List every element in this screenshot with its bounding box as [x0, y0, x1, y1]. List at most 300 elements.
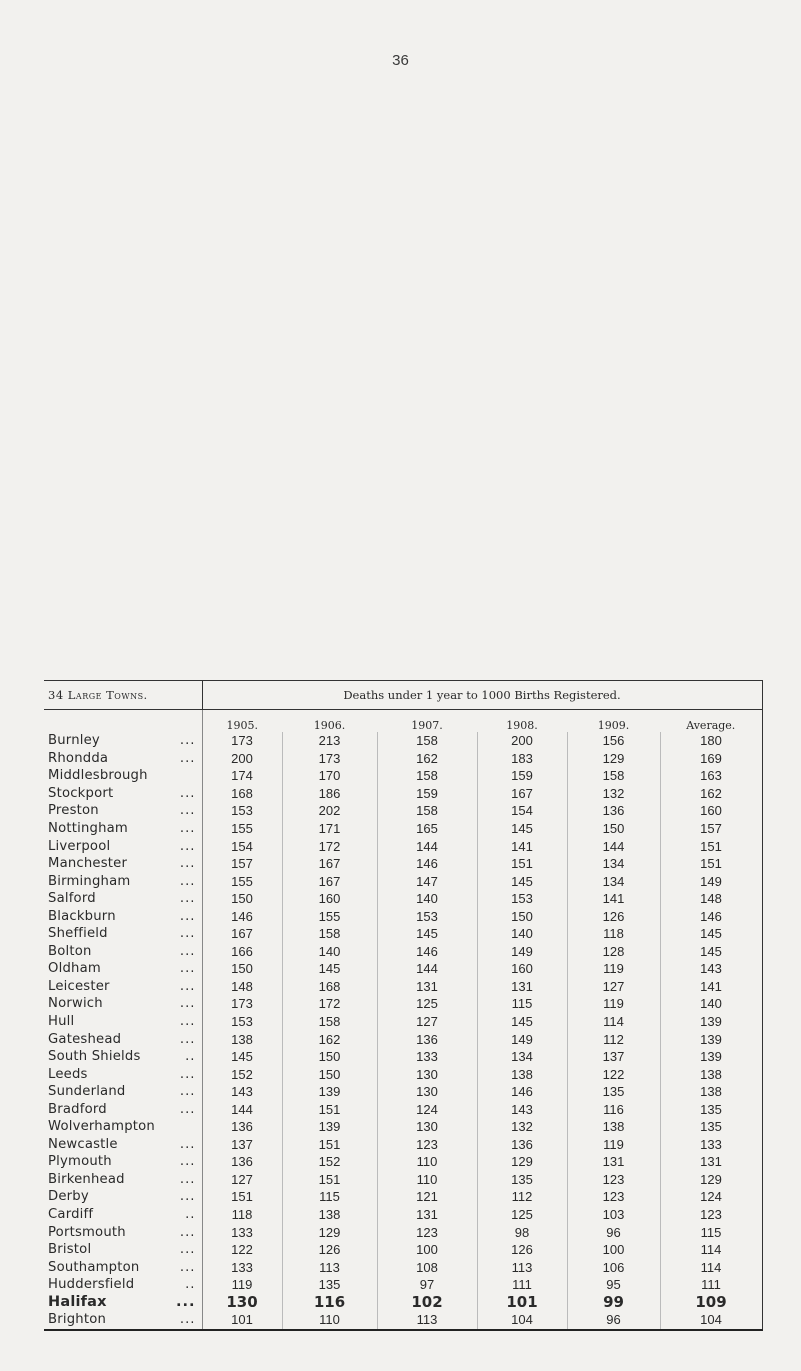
leader-dots: ...	[179, 1101, 196, 1117]
table-row	[44, 1171, 762, 1189]
town-cell	[44, 907, 202, 925]
rate-cell: 129	[477, 1153, 567, 1171]
rate-cell: 129	[567, 750, 660, 768]
rate-cell: 149	[477, 1030, 567, 1048]
year-header-blank	[44, 710, 202, 733]
average-cell: 145	[660, 925, 762, 943]
leader-dots: ...	[179, 1171, 196, 1187]
rate-cell: 150	[202, 890, 282, 908]
rate-cell: 159	[477, 767, 567, 785]
rate-cell: 136	[202, 1118, 282, 1136]
rate-cell: 134	[567, 855, 660, 873]
rate-cell: 148	[202, 978, 282, 996]
rate-cell: 114	[567, 1013, 660, 1031]
table-row	[44, 1118, 762, 1136]
rate-cell: 131	[567, 1153, 660, 1171]
average-cell: 146	[660, 907, 762, 925]
rate-cell: 138	[282, 1206, 377, 1224]
table-row	[44, 767, 762, 785]
rate-cell: 157	[202, 855, 282, 873]
table-row	[44, 1065, 762, 1083]
town-cell	[44, 1118, 202, 1136]
page-number: 36	[392, 52, 409, 69]
rate-cell: 122	[202, 1241, 282, 1259]
table-row	[44, 1136, 762, 1154]
rate-cell: 140	[377, 890, 477, 908]
town-name: Oldham	[48, 961, 101, 977]
rate-cell: 136	[567, 802, 660, 820]
town-cell	[44, 750, 202, 768]
town-name: Bolton	[48, 943, 92, 959]
table-row	[44, 1258, 762, 1276]
town-name: Liverpool	[48, 838, 111, 854]
rate-cell: 100	[377, 1241, 477, 1259]
leader-dots: ...	[179, 1136, 196, 1152]
average-cell: 139	[660, 1013, 762, 1031]
town-name: Leicester	[48, 978, 110, 994]
rate-cell: 133	[202, 1258, 282, 1276]
rate-cell: 116	[282, 1294, 377, 1312]
rate-cell: 115	[477, 995, 567, 1013]
average-cell: 169	[660, 750, 762, 768]
rate-cell: 167	[282, 855, 377, 873]
leader-dots: ...	[179, 1014, 196, 1030]
average-cell: 104	[660, 1311, 762, 1330]
average-cell: 129	[660, 1171, 762, 1189]
town-cell	[44, 995, 202, 1013]
rate-cell: 108	[377, 1258, 477, 1276]
rate-cell: 101	[477, 1294, 567, 1312]
table-row	[44, 995, 762, 1013]
table-row	[44, 802, 762, 820]
town-cell	[44, 802, 202, 820]
rate-cell: 131	[377, 1206, 477, 1224]
average-cell: 157	[660, 820, 762, 838]
town-name: Bristol	[48, 1242, 92, 1258]
table-row	[44, 1083, 762, 1101]
town-name: Sunderland	[48, 1084, 126, 1100]
rate-cell: 110	[377, 1171, 477, 1189]
table-row	[44, 1276, 762, 1294]
town-name: Salford	[48, 891, 96, 907]
rate-cell: 138	[477, 1065, 567, 1083]
table-header-row	[44, 681, 762, 710]
rate-cell: 153	[202, 1013, 282, 1031]
year-header-row	[44, 710, 762, 733]
table-row	[44, 1223, 762, 1241]
leader-dots: ...	[179, 1312, 196, 1328]
leader-dots: ..	[185, 1207, 196, 1223]
town-cell	[44, 1311, 202, 1330]
rate-cell: 173	[202, 995, 282, 1013]
rate-cell: 141	[477, 837, 567, 855]
rate-cell: 166	[202, 943, 282, 961]
rate-cell: 130	[377, 1118, 477, 1136]
rate-cell: 158	[377, 802, 477, 820]
leader-dots: ...	[179, 1242, 196, 1258]
rate-cell: 145	[377, 925, 477, 943]
rate-cell: 135	[282, 1276, 377, 1294]
rate-cell: 146	[202, 907, 282, 925]
deaths-column-header: Deaths under 1 year to 1000 Births Registered.	[202, 681, 762, 710]
rate-cell: 110	[377, 1153, 477, 1171]
rate-cell: 127	[202, 1171, 282, 1189]
leader-dots: ..	[185, 1049, 196, 1065]
rate-cell: 147	[377, 872, 477, 890]
rate-cell: 132	[477, 1118, 567, 1136]
rate-cell: 144	[377, 837, 477, 855]
town-cell	[44, 1206, 202, 1224]
town-cell	[44, 1153, 202, 1171]
leader-dots: ...	[179, 1084, 196, 1100]
rate-cell: 162	[377, 750, 477, 768]
year-header: 1908.	[506, 719, 538, 732]
rate-cell: 160	[477, 960, 567, 978]
average-cell: 114	[660, 1241, 762, 1259]
rate-cell: 135	[567, 1083, 660, 1101]
town-cell	[44, 960, 202, 978]
rate-cell: 150	[282, 1048, 377, 1066]
rate-cell: 153	[477, 890, 567, 908]
average-cell: 138	[660, 1065, 762, 1083]
rate-cell: 167	[477, 785, 567, 803]
leader-dots: ...	[179, 803, 196, 819]
rate-cell: 112	[567, 1030, 660, 1048]
rate-cell: 200	[477, 732, 567, 750]
average-cell: 148	[660, 890, 762, 908]
table-row	[44, 1100, 762, 1118]
rate-cell: 160	[282, 890, 377, 908]
rate-cell: 119	[567, 960, 660, 978]
rate-cell: 121	[377, 1188, 477, 1206]
rate-cell: 103	[567, 1206, 660, 1224]
town-name: Portsmouth	[48, 1224, 126, 1240]
rate-cell: 130	[377, 1083, 477, 1101]
town-name: South Shields	[48, 1049, 141, 1065]
rate-cell: 200	[202, 750, 282, 768]
town-name: Birkenhead	[48, 1171, 125, 1187]
rate-cell: 144	[202, 1100, 282, 1118]
rate-cell: 143	[477, 1100, 567, 1118]
rate-cell: 155	[282, 907, 377, 925]
rate-cell: 125	[477, 1206, 567, 1224]
rate-cell: 127	[377, 1013, 477, 1031]
average-cell: 180	[660, 732, 762, 750]
town-name: Blackburn	[48, 908, 116, 924]
rate-cell: 123	[567, 1188, 660, 1206]
table-row	[44, 750, 762, 768]
rate-cell: 127	[567, 978, 660, 996]
rate-cell: 104	[477, 1311, 567, 1330]
rate-cell: 134	[477, 1048, 567, 1066]
leader-dots: ...	[179, 838, 196, 854]
average-cell: 151	[660, 837, 762, 855]
town-name: Hull	[48, 1014, 75, 1030]
leader-dots: ...	[179, 856, 196, 872]
average-cell: 111	[660, 1276, 762, 1294]
town-name: Nottingham	[48, 821, 128, 836]
rate-cell: 139	[282, 1118, 377, 1136]
average-cell: 140	[660, 995, 762, 1013]
rate-cell: 128	[567, 943, 660, 961]
rate-cell: 126	[567, 907, 660, 925]
leader-dots: ...	[175, 1293, 196, 1310]
town-cell	[44, 1013, 202, 1031]
leader-dots: ...	[179, 996, 196, 1012]
rate-cell: 119	[202, 1276, 282, 1294]
leader-dots: ...	[179, 926, 196, 942]
town-name: Burnley	[48, 733, 100, 749]
town-name: Manchester	[48, 856, 128, 872]
rate-cell: 152	[202, 1065, 282, 1083]
rate-cell: 136	[202, 1153, 282, 1171]
rate-cell: 123	[567, 1171, 660, 1189]
leader-dots: ...	[179, 1259, 196, 1275]
rate-cell: 144	[567, 837, 660, 855]
town-cell	[44, 1030, 202, 1048]
rate-cell: 151	[282, 1171, 377, 1189]
rate-cell: 145	[477, 820, 567, 838]
leader-dots: ...	[179, 1189, 196, 1205]
town-name: Norwich	[48, 996, 103, 1012]
town-name: Stockport	[48, 785, 114, 801]
rate-cell: 141	[567, 890, 660, 908]
town-cell	[44, 1171, 202, 1189]
town-cell	[44, 837, 202, 855]
table-row	[44, 960, 762, 978]
rate-cell: 100	[567, 1241, 660, 1259]
leader-dots: ...	[179, 821, 196, 836]
town-cell	[44, 890, 202, 908]
town-name: Newcastle	[48, 1136, 118, 1152]
table-row	[44, 890, 762, 908]
table-row	[44, 1311, 762, 1330]
rate-cell: 140	[477, 925, 567, 943]
rate-cell: 165	[377, 820, 477, 838]
rate-cell: 130	[202, 1294, 282, 1312]
rate-cell: 171	[282, 820, 377, 838]
rate-cell: 172	[282, 995, 377, 1013]
rate-cell: 172	[282, 837, 377, 855]
rate-cell: 96	[567, 1311, 660, 1330]
rate-cell: 126	[282, 1241, 377, 1259]
rate-cell: 155	[202, 872, 282, 890]
leader-dots: ..	[185, 1277, 196, 1293]
rate-cell: 162	[282, 1030, 377, 1048]
rate-cell: 153	[202, 802, 282, 820]
rate-cell: 146	[377, 943, 477, 961]
town-name: Sheffield	[48, 926, 108, 942]
average-cell: 135	[660, 1100, 762, 1118]
table-row	[44, 1153, 762, 1171]
rate-cell: 129	[282, 1223, 377, 1241]
town-cell	[44, 1065, 202, 1083]
leader-dots: ...	[179, 908, 196, 924]
year-header: 1907.	[411, 719, 443, 732]
rate-cell: 151	[282, 1136, 377, 1154]
average-cell: 139	[660, 1030, 762, 1048]
town-cell	[44, 1083, 202, 1101]
rate-cell: 153	[377, 907, 477, 925]
rate-cell: 158	[377, 767, 477, 785]
leader-dots: ...	[179, 961, 196, 977]
rate-cell: 123	[377, 1136, 477, 1154]
town-name: Plymouth	[48, 1154, 112, 1170]
town-name: Middlesbrough	[48, 768, 148, 784]
rate-cell: 122	[567, 1065, 660, 1083]
town-cell	[44, 855, 202, 873]
town-cell	[44, 1048, 202, 1066]
rate-cell: 123	[377, 1223, 477, 1241]
rate-cell: 152	[282, 1153, 377, 1171]
leader-dots: ...	[179, 1224, 196, 1240]
rate-cell: 140	[282, 943, 377, 961]
rate-cell: 134	[567, 872, 660, 890]
leader-dots: ...	[179, 785, 196, 801]
rate-cell: 132	[567, 785, 660, 803]
rate-cell: 145	[282, 960, 377, 978]
rate-cell: 95	[567, 1276, 660, 1294]
average-cell: 123	[660, 1206, 762, 1224]
average-cell: 141	[660, 978, 762, 996]
town-cell	[44, 1294, 202, 1312]
rate-cell: 149	[477, 943, 567, 961]
rate-cell: 113	[282, 1258, 377, 1276]
rate-cell: 151	[282, 1100, 377, 1118]
table-row	[44, 943, 762, 961]
table-row	[44, 855, 762, 873]
table-row	[44, 907, 762, 925]
rate-cell: 124	[377, 1100, 477, 1118]
table-row	[44, 1241, 762, 1259]
average-cell: 139	[660, 1048, 762, 1066]
table-row	[44, 732, 762, 750]
town-cell	[44, 1258, 202, 1276]
town-cell	[44, 1100, 202, 1118]
rate-cell: 154	[202, 837, 282, 855]
rate-cell: 115	[282, 1188, 377, 1206]
town-cell	[44, 767, 202, 785]
rate-cell: 151	[202, 1188, 282, 1206]
leader-dots: ...	[179, 943, 196, 959]
rate-cell: 131	[377, 978, 477, 996]
town-name: Southampton	[48, 1259, 140, 1275]
rate-cell: 145	[477, 872, 567, 890]
average-cell: 114	[660, 1258, 762, 1276]
rate-cell: 113	[477, 1258, 567, 1276]
average-cell: 160	[660, 802, 762, 820]
average-cell: 138	[660, 1083, 762, 1101]
town-cell	[44, 732, 202, 750]
rate-cell: 145	[477, 1013, 567, 1031]
year-header: 1906.	[313, 719, 346, 732]
rate-cell: 173	[202, 732, 282, 750]
rate-cell: 101	[202, 1311, 282, 1330]
town-name: Birmingham	[48, 873, 131, 889]
town-name: Preston	[48, 803, 99, 819]
rate-cell: 133	[377, 1048, 477, 1066]
rate-cell: 168	[282, 978, 377, 996]
rate-cell: 150	[282, 1065, 377, 1083]
leader-dots: ...	[179, 1031, 196, 1047]
rate-cell: 139	[282, 1083, 377, 1101]
rate-cell: 102	[377, 1294, 477, 1312]
town-name: Gateshead	[48, 1031, 122, 1047]
table-row	[44, 872, 762, 890]
rate-cell: 167	[282, 872, 377, 890]
table-body	[44, 732, 762, 1330]
rate-cell: 202	[282, 802, 377, 820]
leader-dots: ...	[179, 873, 196, 889]
rate-cell: 144	[377, 960, 477, 978]
rate-cell: 186	[282, 785, 377, 803]
rate-cell: 173	[282, 750, 377, 768]
rate-cell: 136	[377, 1030, 477, 1048]
rate-cell: 168	[202, 785, 282, 803]
rate-cell: 125	[377, 995, 477, 1013]
leader-dots: ...	[179, 891, 196, 907]
table-row	[44, 1013, 762, 1031]
table-row	[44, 925, 762, 943]
average-cell: 133	[660, 1136, 762, 1154]
rate-cell: 145	[202, 1048, 282, 1066]
rate-cell: 156	[567, 732, 660, 750]
rate-cell: 119	[567, 1136, 660, 1154]
town-name: Rhondda	[48, 750, 109, 766]
rate-cell: 155	[202, 820, 282, 838]
rate-cell: 133	[202, 1223, 282, 1241]
average-cell: 143	[660, 960, 762, 978]
town-name: Halifax	[48, 1293, 107, 1310]
rate-cell: 113	[377, 1311, 477, 1330]
rate-cell: 126	[477, 1241, 567, 1259]
rate-cell: 158	[282, 925, 377, 943]
average-cell: 163	[660, 767, 762, 785]
table-row	[44, 837, 762, 855]
table-row	[44, 1030, 762, 1048]
rate-cell: 151	[477, 855, 567, 873]
table-row	[44, 820, 762, 838]
average-cell: 109	[660, 1294, 762, 1312]
table-row	[44, 978, 762, 996]
town-cell	[44, 785, 202, 803]
rate-cell: 174	[202, 767, 282, 785]
towns-column-header: 34 Large Towns.	[44, 681, 202, 710]
town-name: Leeds	[48, 1066, 88, 1082]
average-cell: 124	[660, 1188, 762, 1206]
rate-cell: 143	[202, 1083, 282, 1101]
town-name: Wolverhampton	[48, 1119, 155, 1135]
table-row	[44, 1206, 762, 1224]
leader-dots: ...	[179, 978, 196, 994]
year-header: 1909.	[597, 719, 630, 732]
rate-cell: 150	[567, 820, 660, 838]
town-cell	[44, 1188, 202, 1206]
leader-dots: ...	[179, 733, 196, 749]
rate-cell: 158	[567, 767, 660, 785]
rate-cell: 110	[282, 1311, 377, 1330]
town-cell	[44, 1136, 202, 1154]
town-name: Brighton	[48, 1312, 107, 1328]
rate-cell: 183	[477, 750, 567, 768]
leader-dots: ...	[179, 1066, 196, 1082]
rate-cell: 159	[377, 785, 477, 803]
rate-cell: 112	[477, 1188, 567, 1206]
town-cell	[44, 943, 202, 961]
town-name: Cardiff	[48, 1207, 94, 1223]
rate-cell: 150	[202, 960, 282, 978]
rate-cell: 118	[567, 925, 660, 943]
